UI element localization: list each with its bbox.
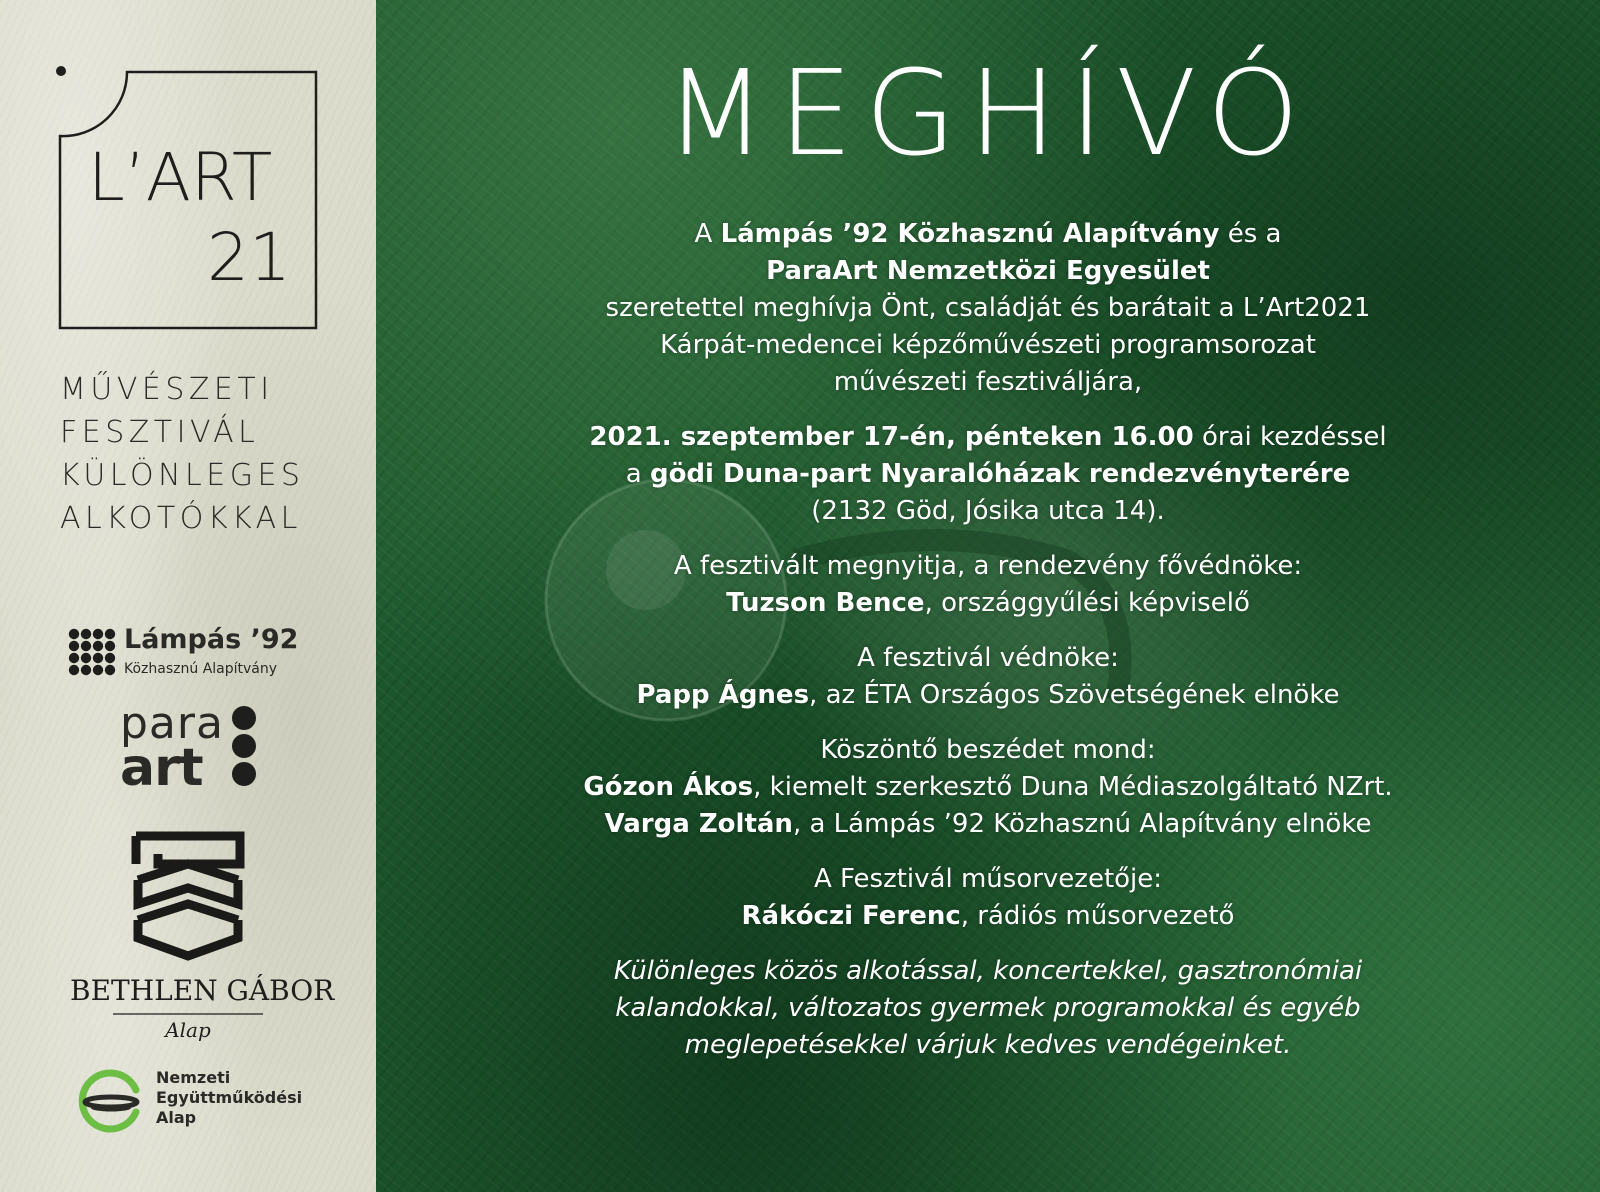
nea-logo <box>78 1066 338 1136</box>
festival-tagline <box>60 368 322 540</box>
intro-line-3: szeretettel meghívja Önt, családját és barátait a L’Art2021 <box>605 293 1371 323</box>
opening-paragraph <box>436 548 1540 622</box>
tagline-line-1: MŰVÉSZETI <box>60 372 274 407</box>
nea-ring-icon <box>78 1066 144 1136</box>
tagline-line-2: FESZTIVÁL <box>60 415 260 450</box>
patron-role: , az ÉTA Országos Szövetségének elnöke <box>809 680 1340 710</box>
bethlen-shield-icon <box>128 828 248 964</box>
bethlen-divider <box>113 1011 263 1017</box>
host-label: A Fesztivál műsorvezetője: <box>813 864 1163 894</box>
bethlen-name: BETHLEN GÁBOR <box>70 974 335 1007</box>
speaker-2-line <box>436 806 1540 843</box>
intro-line-4: Kárpát-medencei képzőművészeti programsorozat <box>660 330 1316 360</box>
invitation-body <box>436 216 1540 1082</box>
paraart-dots-icon <box>230 704 260 788</box>
opening-line <box>436 585 1540 622</box>
patron-name: Papp Ágnes <box>636 680 810 710</box>
host-paragraph <box>436 861 1540 935</box>
greeting-label: Köszöntő beszédet mond: <box>820 735 1156 765</box>
logo-text-21: 21 <box>207 219 291 296</box>
speaker-2-name: Varga Zoltán <box>604 809 793 839</box>
date-rest: órai kezdéssel <box>1193 422 1387 452</box>
paraart-art-word: art <box>120 738 203 798</box>
nea-line-3: Alap <box>156 1108 197 1127</box>
speaker-1-name: Gózon Ákos <box>583 772 754 802</box>
closing-line-3: meglepetésekkel várjuk kedves vendégeinket. <box>684 1030 1292 1060</box>
host-line <box>436 898 1540 935</box>
lampas-subtitle: Közhasznú Alapítvány <box>124 661 278 677</box>
intro-pre: A <box>694 219 721 249</box>
event-place: gödi Duna-part Nyaralóházak rendezvényterére <box>649 459 1351 489</box>
lart21-logo <box>52 62 322 334</box>
intro-line-1 <box>436 216 1540 253</box>
greeting-paragraph <box>436 732 1540 843</box>
date-line <box>436 419 1540 456</box>
host-name: Rákóczi Ferenc <box>741 901 961 931</box>
lampas-logo <box>68 624 328 684</box>
when-where-paragraph <box>436 419 1540 530</box>
opening-name: Tuzson Bence <box>726 588 925 618</box>
nea-line-2: Együttműködési <box>156 1088 303 1107</box>
invitation-title: MEGHÍVÓ <box>664 44 1312 182</box>
organizer-2: ParaArt Nemzetközi Egyesület <box>766 256 1210 286</box>
intro-line-5: művészeti fesztiváljára, <box>833 367 1143 397</box>
speaker-2-role: , a Lámpás ’92 Közhasznú Alapítvány elnöke <box>792 809 1372 839</box>
patron-paragraph <box>436 640 1540 714</box>
organizer-1: Lámpás ’92 Közhasznú Alapítvány <box>720 219 1220 249</box>
patron-line <box>436 677 1540 714</box>
invitation-panel <box>376 0 1600 1192</box>
bethlen-subtitle: Alap <box>165 1018 211 1042</box>
opening-role: , országgyűlési képviselő <box>924 588 1250 618</box>
logo-dot <box>56 66 66 76</box>
patron-label: A fesztivál védnöke: <box>857 643 1119 673</box>
intro-mid: és a <box>1219 219 1282 249</box>
lampas-name: Lámpás ’92 <box>124 624 299 655</box>
sidebar <box>0 0 376 1192</box>
bethlen-logo <box>70 828 335 1048</box>
closing-line-2: kalandokkal, változatos gyermek programokkal és egyéb <box>615 993 1361 1023</box>
opening-label: A fesztivált megnyitja, a rendezvény fővédnöke: <box>673 551 1303 581</box>
event-date: 2021. szeptember 17-én, pénteken 16.00 <box>589 422 1194 452</box>
nea-line-1: Nemzeti <box>156 1068 231 1087</box>
paraart-logo <box>120 698 260 798</box>
place-line <box>436 456 1540 493</box>
nea-name <box>156 1068 302 1128</box>
paraart-para-word: para <box>120 698 224 749</box>
tagline-line-3: KÜLÖNLEGES <box>60 458 305 493</box>
logo-text-lart: L’ART <box>88 139 273 216</box>
speaker-1-line <box>436 769 1540 806</box>
speaker-1-role: , kiemelt szerkesztő Duna Médiaszolgáltató NZrt. <box>753 772 1393 802</box>
host-role: , rádiós műsorvezető <box>960 901 1235 931</box>
closing-paragraph <box>436 953 1540 1064</box>
intro-paragraph <box>436 216 1540 401</box>
tagline-line-4: ALKOTÓKKAL <box>60 501 302 536</box>
place-pre: a <box>625 459 650 489</box>
closing-line-1: Különleges közös alkotással, koncertekkel, gasztronómiai <box>613 956 1363 986</box>
event-address: (2132 Göd, Jósika utca 14). <box>811 496 1165 526</box>
lampas-dots-icon <box>68 628 116 676</box>
